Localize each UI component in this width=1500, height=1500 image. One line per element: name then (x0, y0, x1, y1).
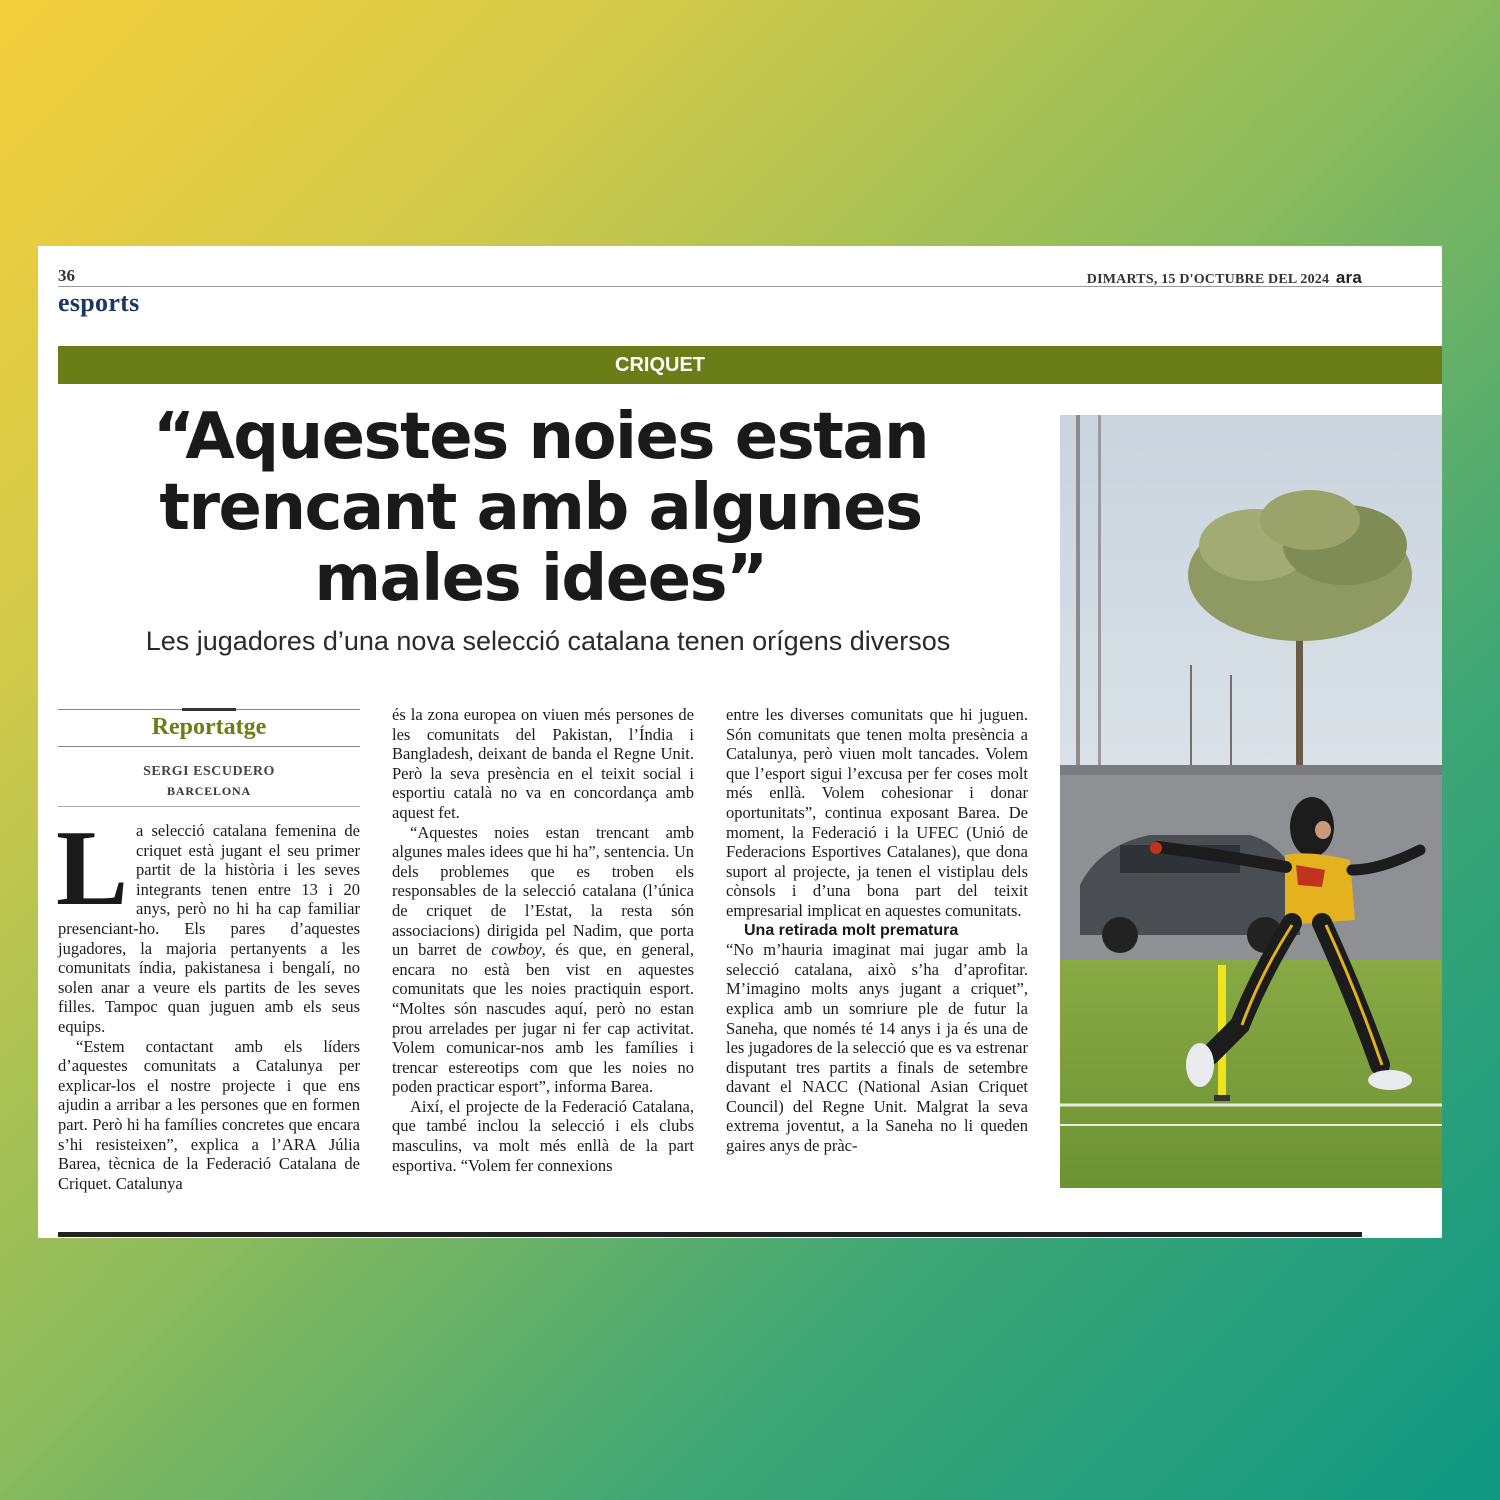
newspaper-brand: ara (1335, 268, 1362, 287)
divider (58, 806, 360, 807)
paragraph-text: “Aquestes noies estan trencant amb algunes males idees que hi ha”, sentencia. Un dels problemes que es troben els responsables de la selecció catalana (l’única de criquet de l’Estat, la resta són associacions) dirigida pel Nadim, que porta un barret de (392, 822, 694, 960)
body-column-2 (392, 705, 694, 1175)
bottom-rule (58, 1232, 1362, 1237)
drop-cap: L (56, 809, 129, 928)
paragraph: entre les diverses comunitats que hi juguen. Són comunitats que tenen molta presència a Catalunya, però viuen molt tancades. Volem que l’esport sigui l’excusa per fer coses molt més enllà. Volem cohesionar i donar oportunitats”, continua exposant Barea. De moment, la Federació i la UFEC (Unió de Federacions Esportives Catalanes), que dona suport al projecte, ja tenen el vistiplau dels cònsols i d’una bona part del teixit empresarial implicat en aquestes comunitats. (726, 705, 1028, 920)
byline-author: SERGI ESCUDERO (143, 764, 275, 779)
body-column-1 (56, 809, 360, 1193)
kicker: Reportatge (151, 714, 267, 740)
paragraph (392, 823, 694, 1097)
paragraph-text: a selecció catalana femenina de criquet està jugant el seu primer partit de la història i les seves integrants tenen entre 13 i 20 anys, però no hi ha cap familiar presenciant-ho. Els pares d’aquestes jugadores, la majoria pertanyents a les comunitats índia, pakistanesa i bengalí, no solen anar a veure els partits de les seves filles. Tampoc quan juguen amb els seus equips. (58, 821, 360, 1036)
newspaper-page (38, 246, 1442, 1238)
divider-accent (182, 708, 236, 711)
byline-location: BARCELONA (167, 784, 251, 798)
paragraph: Així, el projecte de la Federació Catalana, que també inclou la selecció i els clubs masculins, va molt més enllà de la part esportiva. “Volem fer connexions (392, 1096, 694, 1175)
paragraph (56, 809, 360, 1037)
issue-date: DIMARTS, 15 D'OCTUBRE DEL 2024 (1086, 272, 1330, 287)
body-column-3 (726, 705, 1028, 1156)
subheading: Una retirada molt prematura (744, 921, 959, 939)
paragraph-text: , és que, en general, encara no està ben vist en aquestes comunitats que les noies practiquin esport. “Moltes són nascudes aquí, però no estan prou arrelades per jugar ni fer cap activitat. Volem comunicar-nos amb les famílies i trencar estereotips com que les noies no poden practicar esport”, informa Barea. (392, 940, 694, 1097)
section-name: esports (58, 288, 140, 317)
dateline (1087, 268, 1362, 288)
topic-bar (58, 346, 1442, 384)
topic-label: CRIQUET (615, 353, 705, 376)
headline: “Aquestes noies estan trencant amb algunes males idees” (152, 400, 929, 616)
cricket-bowler-photo (1060, 415, 1442, 1188)
divider (58, 746, 360, 747)
paragraph: “No m’hauria imaginat mai jugar amb la selecció catalana, això s’ha d’aprofitar. M’imagino molts anys jugant a criquet”, explica amb un somriure ple de futur la Saneha, que només té 14 anys i ja és una de les jugadores de la selecció que es va estrenar disputant tres partits a finals de setembre davant el NACC (National Asian Criquet Council) del Regne Unit. Malgrat la seva extrema joventut, a la Saneha no li queden gaires anys de pràc- (726, 940, 1028, 1156)
paragraph: és la zona europea on viuen més persones de les comunitats del Pakistan, l’Índia i Bangladesh, deixant de banda el Regne Unit. Però la seva presència en el teixit social i esportiu català no va en concordança amb aquest fet. (392, 705, 694, 822)
paragraph: “Estem contactant amb els líders d’aquestes comunitats a Catalunya per explicar-los el nostre projecte i que ens ajudin a arribar a les persones que en formen part. Però hi ha famílies concretes que encara s’hi resisteixen”, explica a l’ARA Júlia Barea, tècnica de la Federació Catalana de Criquet. Catalunya (58, 1036, 360, 1193)
emphasis: cowboy (491, 940, 542, 960)
page-number: 36 (58, 266, 75, 285)
subtitle: Les jugadores d’una nova selecció catalana tenen orígens diversos (145, 626, 951, 656)
